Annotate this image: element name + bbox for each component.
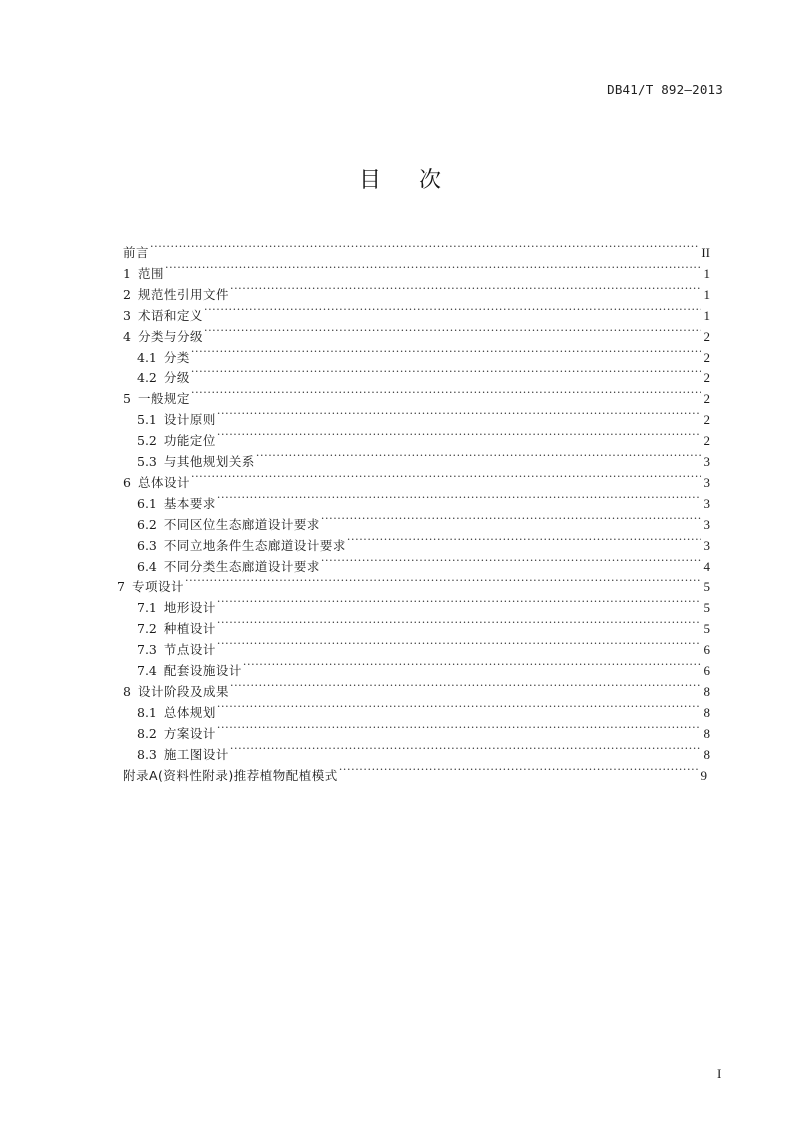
page-title: [0, 163, 800, 194]
toc-entry-number: 8: [123, 683, 131, 699]
toc-entry[interactable]: [123, 279, 710, 302]
toc-entry-label: 功能定位: [163, 433, 216, 449]
toc-entry-label: 分类与分级: [137, 328, 203, 344]
toc-entry-number: 4: [123, 328, 131, 344]
dot-leader: [321, 551, 701, 571]
toc-entry-page: 3: [703, 495, 710, 511]
toc-entry-label: 与其他规划关系: [163, 454, 255, 469]
toc-entry-page: 4: [703, 558, 710, 574]
toc-entry-label: 分类: [163, 349, 190, 365]
dot-leader: [217, 718, 701, 738]
toc-entry[interactable]: [137, 655, 710, 678]
dot-leader: [217, 425, 701, 445]
toc-entry[interactable]: [137, 425, 710, 449]
dot-leader: [191, 362, 701, 382]
toc-entry-number: 7.2: [137, 621, 157, 637]
toc-entry-label: 不同分类生态廊道设计要求: [163, 558, 320, 574]
toc-entry-page: 1: [703, 307, 710, 323]
toc-entry-page: 3: [703, 537, 710, 553]
toc-entry[interactable]: [137, 613, 710, 637]
toc-entry-page: 8: [703, 704, 710, 720]
dot-leader: [230, 279, 701, 299]
toc-entry[interactable]: [137, 634, 710, 658]
toc-entry-label: 基本要求: [163, 495, 216, 511]
toc-entry-page: 2: [703, 370, 710, 386]
dot-leader: [217, 404, 701, 424]
dot-leader: [217, 613, 701, 633]
toc-entry-label: 节点设计: [163, 642, 216, 658]
toc-entry-page: 2: [703, 391, 710, 407]
toc-entry-label: 一般规定: [137, 391, 190, 407]
title-char-2: 次: [419, 168, 442, 193]
toc-entry-number: 8.3: [137, 746, 157, 762]
toc-entry-number: 5: [123, 391, 131, 407]
toc-entry-number: 7.1: [137, 600, 157, 616]
toc-entry-page: 3: [703, 474, 710, 490]
toc-entry-number: 8.1: [137, 704, 157, 720]
toc-entry[interactable]: [123, 383, 710, 407]
dot-leader: [321, 509, 701, 529]
toc-entry-page: 1: [703, 286, 710, 302]
toc-entry-page: 9: [700, 767, 707, 783]
dot-leader: [191, 342, 701, 362]
standard-code: DB41/T 892—2013: [607, 82, 723, 97]
toc-entry-page: 5: [703, 600, 710, 616]
toc-entry-label: 方案设计: [163, 725, 216, 741]
toc-entry-label: 不同立地条件生态廊道设计要求: [163, 537, 346, 553]
toc-entry-number: 6: [123, 474, 131, 490]
toc-entry-page: 2: [703, 412, 710, 428]
toc-entry[interactable]: [123, 258, 710, 281]
toc-entry[interactable]: [123, 676, 710, 699]
toc-entry-label: 范围: [137, 265, 164, 281]
toc-entry-page: II: [701, 245, 710, 260]
toc-entry-number: 6.4: [137, 558, 157, 574]
toc-entry[interactable]: [123, 237, 710, 260]
toc-entry-number: 7.3: [137, 642, 157, 658]
toc-entry-page: 6: [703, 642, 710, 658]
dot-leader: [191, 467, 701, 487]
toc-entry-page: 5: [703, 579, 710, 595]
toc-entry[interactable]: [137, 488, 710, 511]
toc-entry-label: 配套设施设计: [163, 663, 242, 678]
toc-entry-page: 8: [703, 683, 710, 699]
toc-entry-number: 6.1: [137, 495, 157, 511]
dot-leader: [204, 300, 701, 320]
toc-entry[interactable]: [137, 697, 710, 720]
toc-entry[interactable]: [137, 362, 710, 386]
toc-entry-page: 5: [703, 621, 710, 637]
toc-entry-number: 4.2: [137, 370, 157, 386]
toc-entry[interactable]: [123, 321, 710, 344]
toc-entry-number: 1: [123, 265, 131, 281]
toc-entry-page: 2: [703, 349, 710, 365]
toc-entry-number: 3: [123, 307, 131, 323]
toc-entry[interactable]: [117, 571, 710, 595]
toc-entry-label: 设计原则: [163, 412, 216, 428]
toc-entry[interactable]: [137, 592, 710, 616]
toc-entry-label: 附录A(资料性附录)推荐植物配植模式: [123, 767, 338, 783]
dot-leader: [217, 488, 701, 508]
toc-entry[interactable]: [137, 739, 710, 762]
dot-leader: [339, 760, 698, 780]
toc-entry-label: 术语和定义: [137, 307, 203, 323]
toc-entry-page: 6: [703, 663, 710, 678]
title-char-1: 目: [358, 168, 381, 193]
toc-entry[interactable]: [137, 446, 710, 469]
dot-leader: [217, 697, 701, 717]
toc-entry[interactable]: [137, 404, 710, 428]
toc-entry-page: 2: [703, 328, 710, 344]
toc-entry-number: 6.3: [137, 537, 157, 553]
toc-entry-label: 规范性引用文件: [137, 286, 229, 302]
toc-entry[interactable]: [137, 342, 710, 365]
toc-entry[interactable]: [123, 300, 710, 323]
toc-entry-number: 4.1: [137, 349, 157, 365]
toc-entry-label: 分级: [163, 370, 190, 386]
dot-leader: [217, 634, 701, 654]
toc-entry-number: 6.2: [137, 516, 157, 532]
toc-entry-page: 1: [703, 265, 710, 281]
dot-leader: [230, 676, 701, 696]
toc-entry-page: 2: [703, 433, 710, 449]
toc-entry-number: 5.3: [137, 454, 157, 469]
toc-entry-label: 专项设计: [131, 579, 184, 595]
toc-entry-label: 地形设计: [163, 600, 216, 616]
toc-entry[interactable]: [137, 530, 710, 553]
dot-leader: [243, 655, 701, 675]
toc-entry[interactable]: [123, 467, 710, 490]
toc-entry[interactable]: [137, 509, 710, 532]
toc-entry-number: 8.2: [137, 725, 157, 741]
dot-leader: [150, 237, 700, 257]
toc-entry[interactable]: [123, 760, 707, 783]
toc-entry-number: 5.2: [137, 433, 157, 449]
toc-entry-number: 5.1: [137, 412, 157, 428]
dot-leader: [230, 739, 701, 759]
toc-entry-label: 施工图设计: [163, 746, 229, 762]
dot-leader: [347, 530, 701, 550]
dot-leader: [256, 446, 701, 466]
toc-entry-label: 前言: [123, 245, 150, 260]
toc-entry-page: 8: [703, 746, 710, 762]
toc-entry-page: 3: [703, 454, 710, 469]
dot-leader: [165, 258, 701, 278]
toc-entry-label: 种植设计: [163, 621, 216, 637]
toc-entry-label: 设计阶段及成果: [137, 683, 229, 699]
toc-entry-label: 总体设计: [137, 474, 190, 490]
toc-entry-number: 7: [117, 579, 125, 595]
toc-entry-label: 不同区位生态廊道设计要求: [163, 516, 320, 532]
toc-entry[interactable]: [137, 551, 710, 574]
dot-leader: [204, 321, 701, 341]
toc-entry-number: 2: [123, 286, 131, 302]
toc-entry-page: 8: [703, 725, 710, 741]
toc-entry-page: 3: [703, 516, 710, 532]
toc-entry[interactable]: [137, 718, 710, 741]
toc-entry-label: 总体规划: [163, 704, 216, 720]
dot-leader: [191, 383, 701, 403]
page-number: I: [717, 1066, 722, 1081]
dot-leader: [185, 571, 701, 591]
toc-entry-number: 7.4: [137, 663, 157, 678]
dot-leader: [217, 592, 701, 612]
